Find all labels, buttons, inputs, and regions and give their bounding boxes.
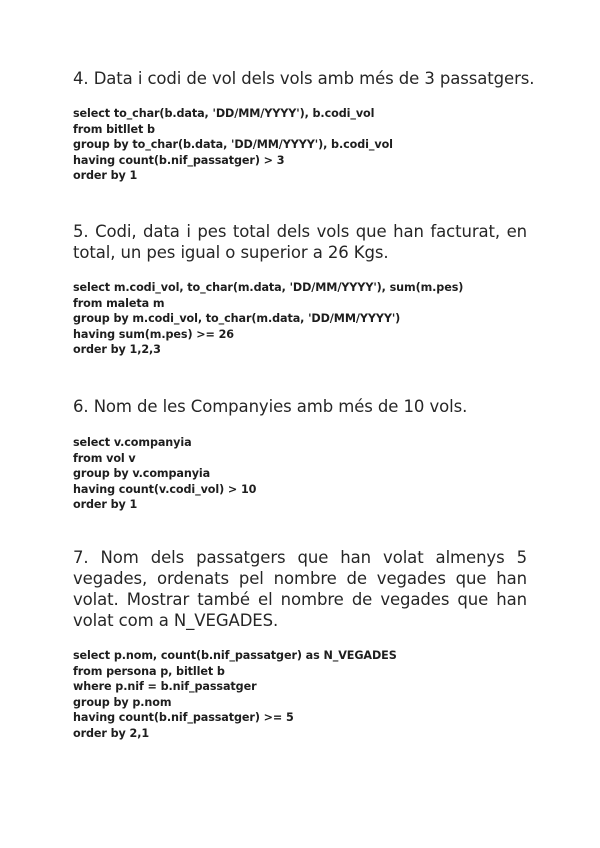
- sql-line: group by v.companyia: [73, 467, 211, 481]
- exercise-4-sql: [73, 106, 527, 184]
- exercise-4-question: 4. Data i codi de vol dels vols amb més de 3 passatgers.: [73, 69, 535, 88]
- sql-line: group by to_char(b.data, 'DD/MM/YYYY'), b.codi_vol: [73, 138, 393, 152]
- sql-line: group by p.nom: [73, 695, 172, 709]
- exercise-7: [73, 547, 527, 742]
- sql-line: select v.companyia: [73, 436, 192, 449]
- exercise-5-question: 5. Codi, data i pes total dels vols que han facturat, en total, un pes igual o superior a 26 Kgs.: [73, 222, 527, 262]
- sql-line: order by 1: [73, 169, 138, 183]
- sql-line: having count(b.nif_passatger) > 3: [73, 153, 285, 167]
- sql-line: order by 1: [73, 498, 138, 512]
- sql-line: having count(v.codi_vol) > 10: [73, 482, 257, 496]
- sql-line: from vol v: [73, 451, 136, 465]
- sql-line: order by 1,2,3: [73, 343, 161, 357]
- sql-line: having count(b.nif_passatger) >= 5: [73, 711, 294, 725]
- sql-line: select m.codi_vol, to_char(m.data, 'DD/MM/YYYY'), sum(m.pes): [73, 281, 464, 294]
- sql-line: having sum(m.pes) >= 26: [73, 327, 234, 341]
- exercise-4: [73, 68, 535, 184]
- exercise-5-sql: [73, 280, 527, 358]
- sql-line: where p.nif = b.nif_passatger: [73, 680, 257, 694]
- sql-line: from persona p, bitllet b: [73, 664, 225, 678]
- sql-line: select to_char(b.data, 'DD/MM/YYYY'), b.codi_vol: [73, 107, 375, 120]
- sql-line: select p.nom, count(b.nif_passatger) as N_VEGADES: [73, 649, 397, 662]
- exercise-6-question: 6. Nom de les Companyies amb més de 10 vols.: [73, 397, 468, 416]
- exercise-5: [73, 221, 527, 358]
- exercise-6-sql: [73, 435, 527, 513]
- sql-line: from maleta m: [73, 296, 165, 310]
- exercise-7-sql: [73, 648, 527, 742]
- sql-line: order by 2,1: [73, 726, 150, 740]
- exercise-6: [73, 396, 527, 513]
- exercise-7-question: 7. Nom dels passatgers que han volat almenys 5 vegades, ordenats pel nombre de vegades que han volat. Mostrar també el nombre de vegades que han volat com a N_VEGADES.: [73, 548, 527, 630]
- sql-line: group by m.codi_vol, to_char(m.data, 'DD/MM/YYYY'): [73, 312, 401, 326]
- sql-line: from bitllet b: [73, 122, 155, 136]
